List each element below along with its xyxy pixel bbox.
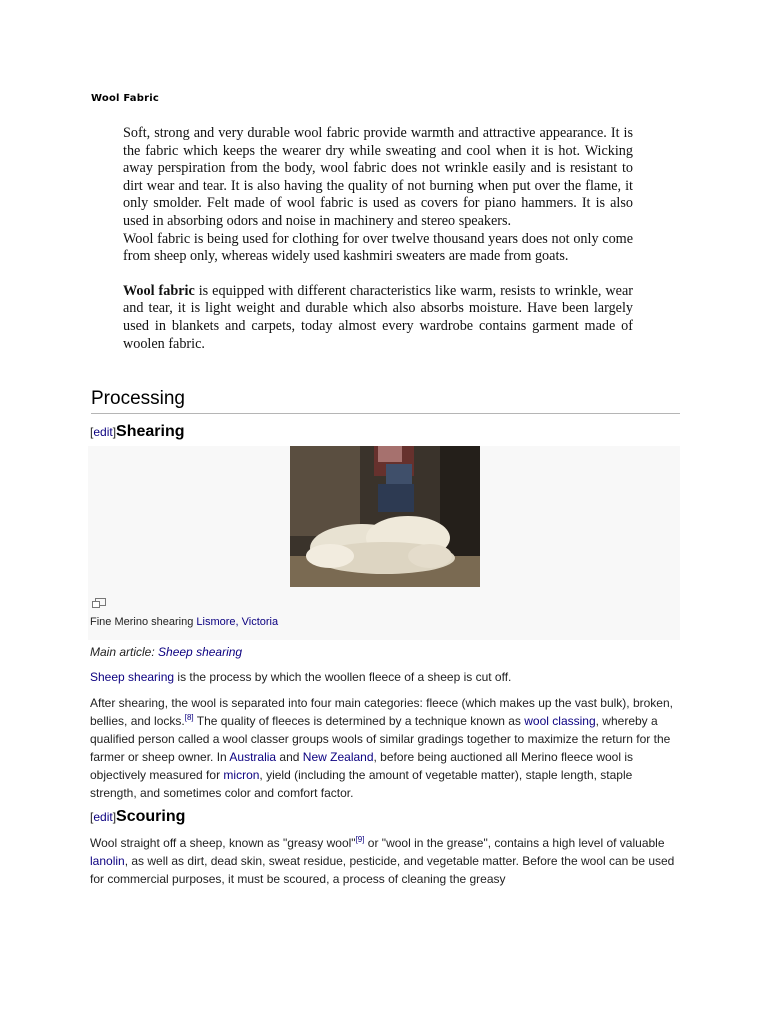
edit-section-scouring[interactable]: [edit] [90,810,117,824]
shearing-photo[interactable] [290,446,480,587]
document-title: Wool Fabric [91,93,159,104]
processing-heading: Processing [91,388,680,414]
caption-link-lismore[interactable]: Lismore, Victoria [196,616,279,628]
scouring-p-b: or "wool in the grease", contains a high level of valuable [364,836,665,850]
shearing-paragraph-2 [90,694,682,802]
shearing-p2-c: , whereby a qualified person called a wool classer groups wools of similar gradings together to maximize the return for the farmer or sheep owner. In [90,714,671,764]
scouring-p-c: , as well as dirt, dead skin, sweat residue, pesticide, and vegetable matter. Before the wool can be used for commercial purposes, it must be scoured, a process of cleaning the greasy [90,854,675,886]
enlarge-icon[interactable] [92,598,106,608]
shearing-p2-f: , yield (including the amount of vegetable matter), staple length, staple strength, and sometimes color and comfort factor. [90,768,633,800]
shearing-paragraph-1 [90,668,682,686]
link-new-zealand[interactable]: New Zealand [302,750,374,764]
link-micron[interactable]: micron [223,768,260,782]
shearing-p2-a: After shearing, the wool is separated into four main categories: fleece (which makes up the vast bulk), broken, bellies, and locks. [90,696,673,728]
edit-link[interactable]: edit [93,810,113,824]
intro-paragraph-3 [123,283,633,353]
shearing-heading [90,423,185,441]
intro-paragraph-1: Soft, strong and very durable wool fabric provide warmth and attractive appearance. It is the fabric which keeps the wearer dry while sweating and cool when it is hot. Wicking away perspiration from the body, wool fabric does not wrinkle easily and is resistant to dirt wear and tear. It is also having the quality of not burning when put over the flame, it only smolder. Felt made of wool fabric is used as covers for piano hammers. It is also used in absorbing odors and noise in machinery and stereo speakers. [123,125,633,229]
edit-link[interactable]: edit [93,425,113,439]
intro-block [123,125,633,353]
scouring-heading [90,808,185,826]
scouring-heading-text: Scouring [116,808,186,825]
link-wool-classing[interactable]: wool classing [524,714,596,728]
scouring-paragraph [90,834,682,888]
scouring-p-a: Wool straight off a sheep, known as "greasy wool" [90,836,356,850]
shearing-photo-illustration [290,446,480,587]
intro-bold-term: Wool fabric [123,282,195,299]
link-australia[interactable]: Australia [229,750,277,764]
link-sheep-shearing[interactable]: Sheep shearing [90,670,175,684]
edit-section-shearing[interactable]: [edit] [90,425,117,439]
caption-text: Fine Merino shearing [90,616,197,628]
link-lanolin[interactable]: lanolin [90,854,125,868]
intro-paragraph-2: Wool fabric is being used for clothing for over twelve thousand years does not only come from sheep only, whereas widely used kashmiri sweaters are made from goats. [123,230,633,265]
main-article-prefix: Main article: [90,645,159,659]
citation-8[interactable]: [8] [184,713,194,722]
main-article-link[interactable]: Sheep shearing [158,645,243,659]
main-article-note [90,645,242,659]
citation-9[interactable]: [9] [355,835,365,844]
shearing-heading-text: Shearing [116,423,185,440]
shearing-p1-text: is the process by which the woollen fleece of a sheep is cut off. [174,670,512,684]
shearing-p2-b: The quality of fleeces is determined by a technique known as [193,714,525,728]
shearing-p2-d: and [276,750,303,764]
intro-paragraph-3-text: is equipped with different characteristics like warm, resists to wrinkle, wear and tear, it is light weight and durable which also absorbs moisture. Have been largely used in blankets and carpets, today almost every wardrobe contains garment made of woolen fabric. [123,282,633,352]
shearing-p2-e: , before being auctioned all Merino fleece wool is objectively measured for [90,750,634,782]
figure-caption [90,616,278,628]
